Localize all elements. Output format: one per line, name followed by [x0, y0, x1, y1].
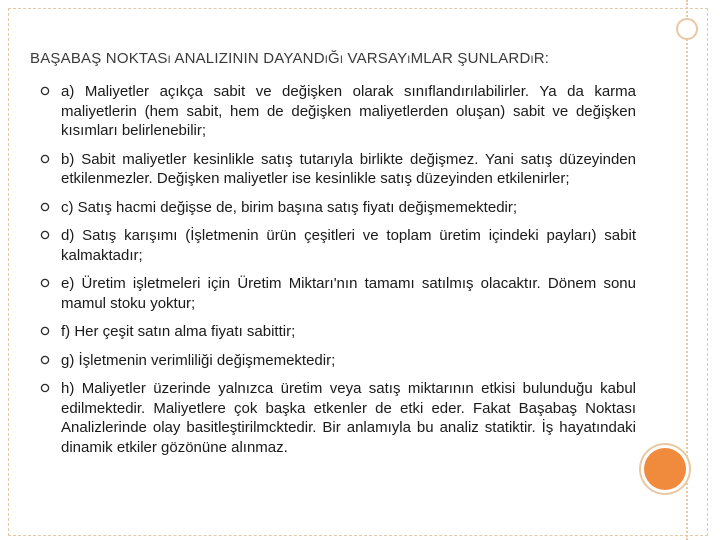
item-text: Satış hacmi değişse de, birim başına satış fiyatı değişmemektedir; — [73, 198, 518, 216]
circle-bullet-icon — [40, 326, 50, 336]
item-marker: b) — [61, 150, 75, 168]
item-text: Sabit maliyetler kesinlikle satış tutarıyla birlikte değişmez. Yani satış düzeyinden etkilenmezler. Değişken maliyetler ise kesinlikle satış düzeyinden etkilenirler; — [61, 150, 636, 187]
circle-bullet-icon — [40, 230, 50, 240]
circle-bullet-icon — [40, 278, 50, 288]
circle-bullet-icon — [40, 202, 50, 212]
circle-bullet-icon — [40, 383, 50, 393]
item-text: Maliyetler üzerinde yalnızca üretim veya satış miktarının etkisi bulunduğu kabul edilmektedir. Maliyetlere çok başka etkenler de etki eder. Fakat Başabaş Noktası Analizlerinde olay basitleştirilmcktedir. Bir anlamıyla bu analiz statiktir. İş hayatındaki dinamik etkiler gözönüne alınmaz. — [61, 380, 636, 456]
circle-bullet-icon — [40, 154, 50, 164]
list-item — [40, 198, 636, 218]
item-marker: a) — [61, 83, 75, 100]
list-item — [40, 226, 636, 265]
decorative-ring-icon — [676, 18, 698, 40]
circle-bullet-icon — [40, 86, 50, 96]
circle-bullet-icon — [40, 355, 50, 365]
item-marker: g) — [61, 351, 75, 369]
item-marker: e) — [61, 275, 75, 292]
item-text: Her çeşit satın alma fiyatı sabittir; — [70, 323, 296, 340]
list-item — [40, 379, 636, 457]
item-marker: d) — [61, 227, 75, 244]
list-item — [40, 82, 636, 141]
item-marker: h) — [61, 380, 75, 397]
item-text: Satış karışımı (İşletmenin ürün çeşitleri ve toplam üretim içindeki payları) sabit kalmaktadır; — [61, 227, 636, 264]
list-item — [40, 351, 636, 371]
item-marker: c) — [61, 198, 74, 216]
assumption-list — [40, 82, 636, 466]
list-item — [40, 274, 636, 313]
item-marker: f) — [61, 323, 71, 340]
list-item — [40, 322, 636, 342]
list-item — [40, 150, 636, 189]
item-text: Maliyetler açıkça sabit ve değişken olarak sınıflandırılabilirler. Ya da karma maliyetlerin (hem sabit, hem de değişken maliyetlerden oluşan) sabit ve değişken kısımları belirlenebilir; — [61, 83, 636, 139]
item-text: Üretim işletmeleri için Üretim Miktarı'nın tamamı satılmış olacaktır. Dönem sonu mamul stoku yoktur; — [61, 275, 636, 312]
slide-title: BAŞABAŞ NOKTASı ANALIZININ DAYANDıĞı VARSAYıMLAR ŞUNLARDıR: — [30, 50, 550, 67]
decorative-vertical-line — [686, 0, 688, 540]
item-text: İşletmenin verimliliği değişmemektedir; — [74, 351, 336, 369]
decorative-orange-circle-icon — [644, 448, 686, 490]
